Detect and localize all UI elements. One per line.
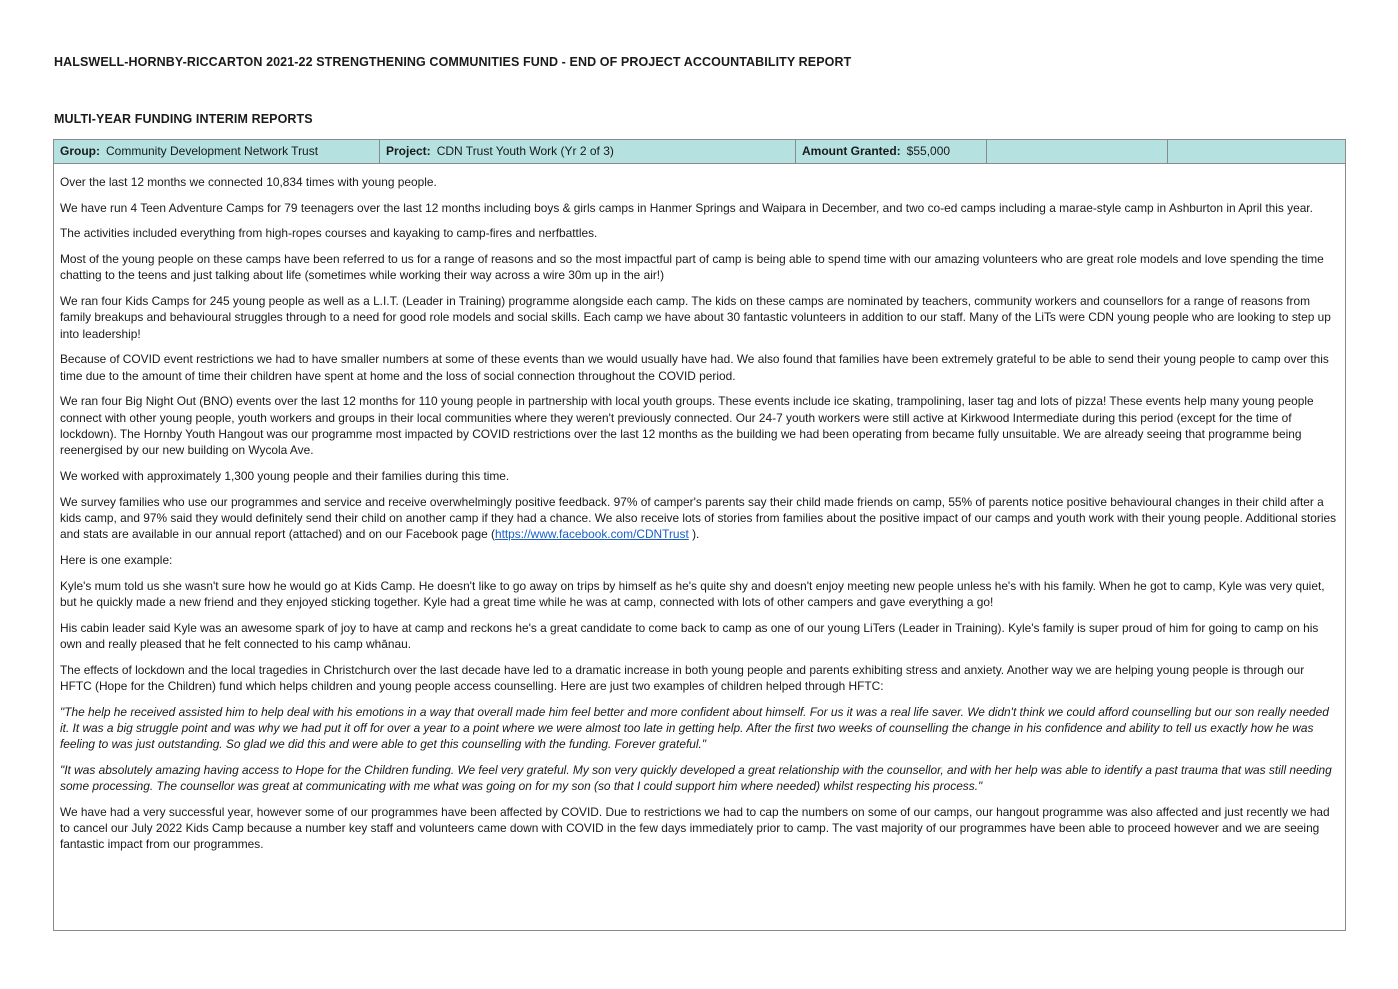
paragraph: The effects of lockdown and the local tragedies in Christchurch over the last decade have led to a dramatic increase in both young people and parents exhibiting stress and anxiety. Another way we are helping young people is through our HFTC (Hope for the Children) fund which helps children and young people access counselling. Here are just two examples of children helped through HFTC: bbox=[60, 662, 1305, 693]
paragraph-text: We survey families who use our programmes and service and receive overwhelmingly positive feedback. 97% of camper's parents say their child made friends on camp, 55% of parents notice positive behavioural changes in their child after a kids camp, and 97% said they would definitely send their child on another camp if they had a chance. We also receive lots of stories from families about the positive impact of our camps and youth work with their young people. Additional stories and stats are available in our annual report (attached) and on our Facebook page ( bbox=[60, 494, 1337, 542]
group-label: Group: bbox=[60, 144, 100, 158]
report-header-row bbox=[54, 140, 1345, 164]
paragraph: Most of the young people on these camps have been referred to us for a range of reasons and so the most impactful part of camp is being able to spend time with our amazing volunteers who are great role models and love spending the time chatting to the teens and just talking about life (sometimes while working their way across a wire 30m up in the air!) bbox=[60, 252, 1324, 283]
project-label: Project: bbox=[386, 144, 431, 158]
testimonial-quote: "The help he received assisted him to help deal with his emotions in a way that overall made him feel better and more confident about himself. For us it was a real life saver. We didn't think we could afford counselling but our son really needed it. It was a big struggle point and was why we had put it off for over a year to a point where we were almost too late in getting help. After the first two weeks of counselling the change in his confidence and ability to tell us exactly how he was feeling to was just outstanding. So glad we did this and were able to get this counselling with the funding. Forever grateful." bbox=[60, 704, 1329, 752]
group-value: Community Development Network Trust bbox=[106, 144, 319, 158]
paragraph: We ran four Kids Camps for 245 young people as well as a L.I.T. (Leader in Training) programme alongside each camp. The kids on these camps are nominated by teachers, community workers and counsellors for a range of reasons from family breakups and behavioural struggles through to a need for good role models and social skills. Each camp we have about 30 fantastic volunteers in addition to our staff. Many of the LiTs were CDN young people who are looking to step up into leadership! bbox=[60, 294, 1331, 341]
paragraph: His cabin leader said Kyle was an awesome spark of joy to have at camp and reckons he's a great candidate to come back to camp as one of our young LiTers (Leader in Training). Kyle's family is super proud of him for going to camp on his own and really pleased that he felt connected to his camp whānau. bbox=[60, 620, 1319, 651]
project-value: CDN Trust Youth Work (Yr 2 of 3) bbox=[436, 144, 614, 158]
testimonial-quote: "It was absolutely amazing having access to Hope for the Children funding. We feel very grateful. My son very quickly developed a great relationship with the counsellor, and with her help was able to identify a past trauma that was still needing some processing. The counsellor was great at communicating with me what was going on for my son (so that I could support him where needed) whilst respecting his process." bbox=[60, 762, 1332, 794]
paragraph-text: ). bbox=[688, 527, 700, 542]
paragraph: We have run 4 Teen Adventure Camps for 79 teenagers over the last 12 months including boys & girls camps in Hanmer Springs and Waipara in December, and two co-ed camps including a marae-style camp in Ashburton in April this year. bbox=[60, 200, 1313, 215]
paragraph: Here is one example: bbox=[60, 552, 173, 567]
section-title: MULTI-YEAR FUNDING INTERIM REPORTS bbox=[54, 112, 313, 126]
paragraph: Over the last 12 months we connected 10,834 times with young people. bbox=[60, 175, 437, 189]
empty-header-cell bbox=[1168, 140, 1345, 163]
report-title: HALSWELL-HORNBY-RICCARTON 2021-22 STRENGTHENING COMMUNITIES FUND - END OF PROJECT ACCOUNTABILITY REPORT bbox=[54, 55, 852, 69]
report-content bbox=[54, 164, 1345, 853]
empty-header-cell bbox=[987, 140, 1168, 163]
paragraph: We worked with approximately 1,300 young people and their families during this time. bbox=[60, 468, 510, 483]
report-box bbox=[53, 139, 1346, 931]
paragraph: Kyle's mum told us she wasn't sure how he would go at Kids Camp. He doesn't like to go away on trips by himself as he's quite shy and doesn't enjoy meeting new people unless he's with his family. When he got to camp, Kyle was very quiet, but he quickly made a new friend and they enjoyed sticking together. Kyle had a great time while he was at camp, connected with lots of other campers and gave everything a go! bbox=[60, 578, 1325, 609]
project-cell bbox=[380, 140, 796, 163]
paragraph: We have had a very successful year, however some of our programmes have been affected by COVID. Due to restrictions we had to cap the numbers on some of our camps, our hangout programme was also affected and just recently we had to cancel our July 2022 Kids Camp because a number key staff and volunteers came down with COVID in the few days immediately prior to camp. The vast majority of our programmes have been able to proceed however and we are seeing fantastic impact from our programmes. bbox=[60, 804, 1330, 852]
facebook-link[interactable]: https://www.facebook.com/CDNTrust bbox=[494, 527, 689, 542]
paragraph: Because of COVID event restrictions we had to have smaller numbers at some of these events than we would usually have had. We also found that families have been extremely grateful to be able to send their young people to camp over this time due to the amount of time their children have spent at home and the loss of social connection throughout the COVID period. bbox=[60, 352, 1329, 383]
paragraph: We ran four Big Night Out (BNO) events over the last 12 months for 110 young people in partnership with local youth groups. These events include ice skating, trampolining, laser tag and lots of pizza! These events help many young people connect with other young people, youth workers and groups in their local communities where they weren't previously connected. Our 24-7 youth workers were still active at Kirkwood Intermediate during this period (except for the time of lockdown). The Hornby Youth Hangout was our programme most impacted by COVID restrictions over the last 12 months as the building we had been operating from became fully unsuitable. We are already seeing that programme being reenergised by our new building on Wycola Ave. bbox=[60, 394, 1314, 458]
amount-value: $55,000 bbox=[906, 144, 951, 158]
paragraph: The activities included everything from high-ropes courses and kayaking to camp-fires and nerfbattles. bbox=[60, 226, 598, 241]
group-cell bbox=[54, 140, 380, 163]
paragraph bbox=[60, 494, 1339, 543]
amount-label: Amount Granted: bbox=[802, 144, 901, 158]
amount-cell bbox=[796, 140, 987, 163]
